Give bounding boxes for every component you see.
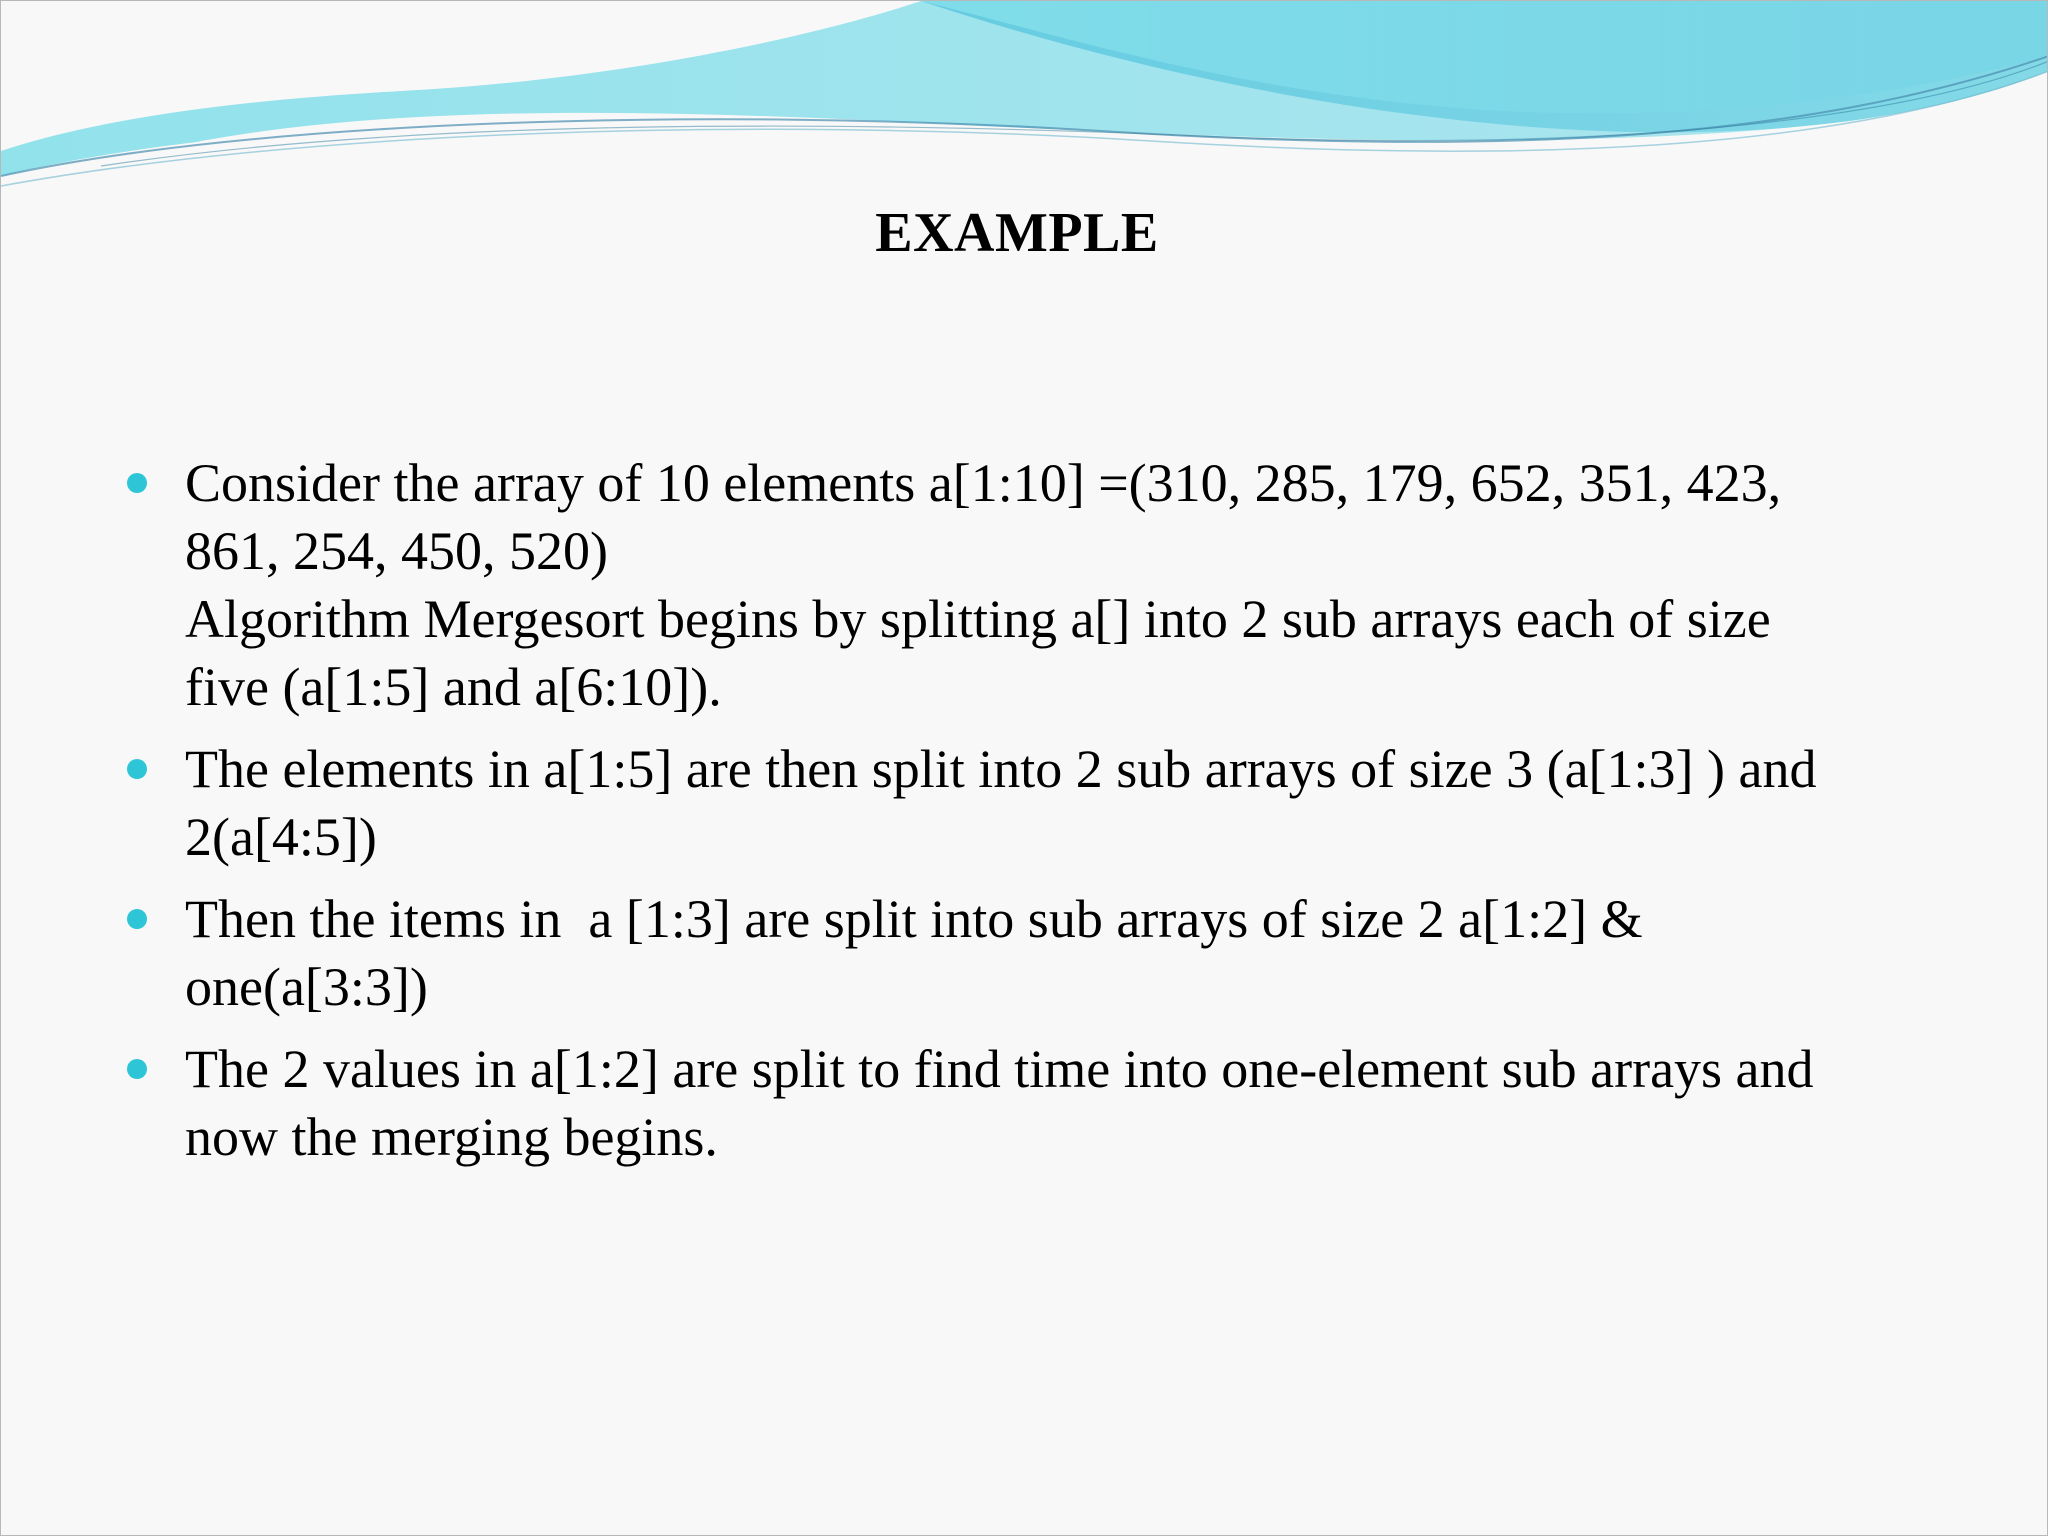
bullet-item [123, 735, 1923, 871]
bullet-line: 861, 254, 450, 520) [185, 521, 608, 581]
bullet-dot-icon [127, 909, 147, 929]
bullet-dot-icon [127, 473, 147, 493]
bullet-line: Then the items in a [1:3] are split into sub arrays of size 2 a[1:2] & [185, 889, 1643, 949]
bullet-dot-icon [127, 1059, 147, 1079]
bullet-line: The 2 values in a[1:2] are split to find time into one-element sub arrays and [185, 1039, 1814, 1099]
bullet-line: one(a[3:3]) [185, 957, 428, 1017]
bullet-item [123, 449, 1923, 721]
bullet-item [123, 1035, 1923, 1171]
bullet-line: five (a[1:5] and a[6:10]). [185, 657, 722, 717]
slide-title: EXAMPLE [875, 202, 1159, 264]
bullet-dot-icon [127, 759, 147, 779]
bullet-line: The elements in a[1:5] are then split into 2 sub arrays of size 3 (a[1:3] ) and [185, 739, 1817, 799]
bullet-line: now the merging begins. [185, 1107, 718, 1167]
bullet-line: Consider the array of 10 elements a[1:10] =(310, 285, 179, 652, 351, 423, [185, 453, 1782, 513]
bullet-line: 2(a[4:5]) [185, 807, 377, 867]
bullet-item [123, 885, 1923, 1021]
bullet-line: Algorithm Mergesort begins by splitting a[] into 2 sub arrays each of size [185, 589, 1771, 649]
bullet-list [123, 449, 1923, 1185]
